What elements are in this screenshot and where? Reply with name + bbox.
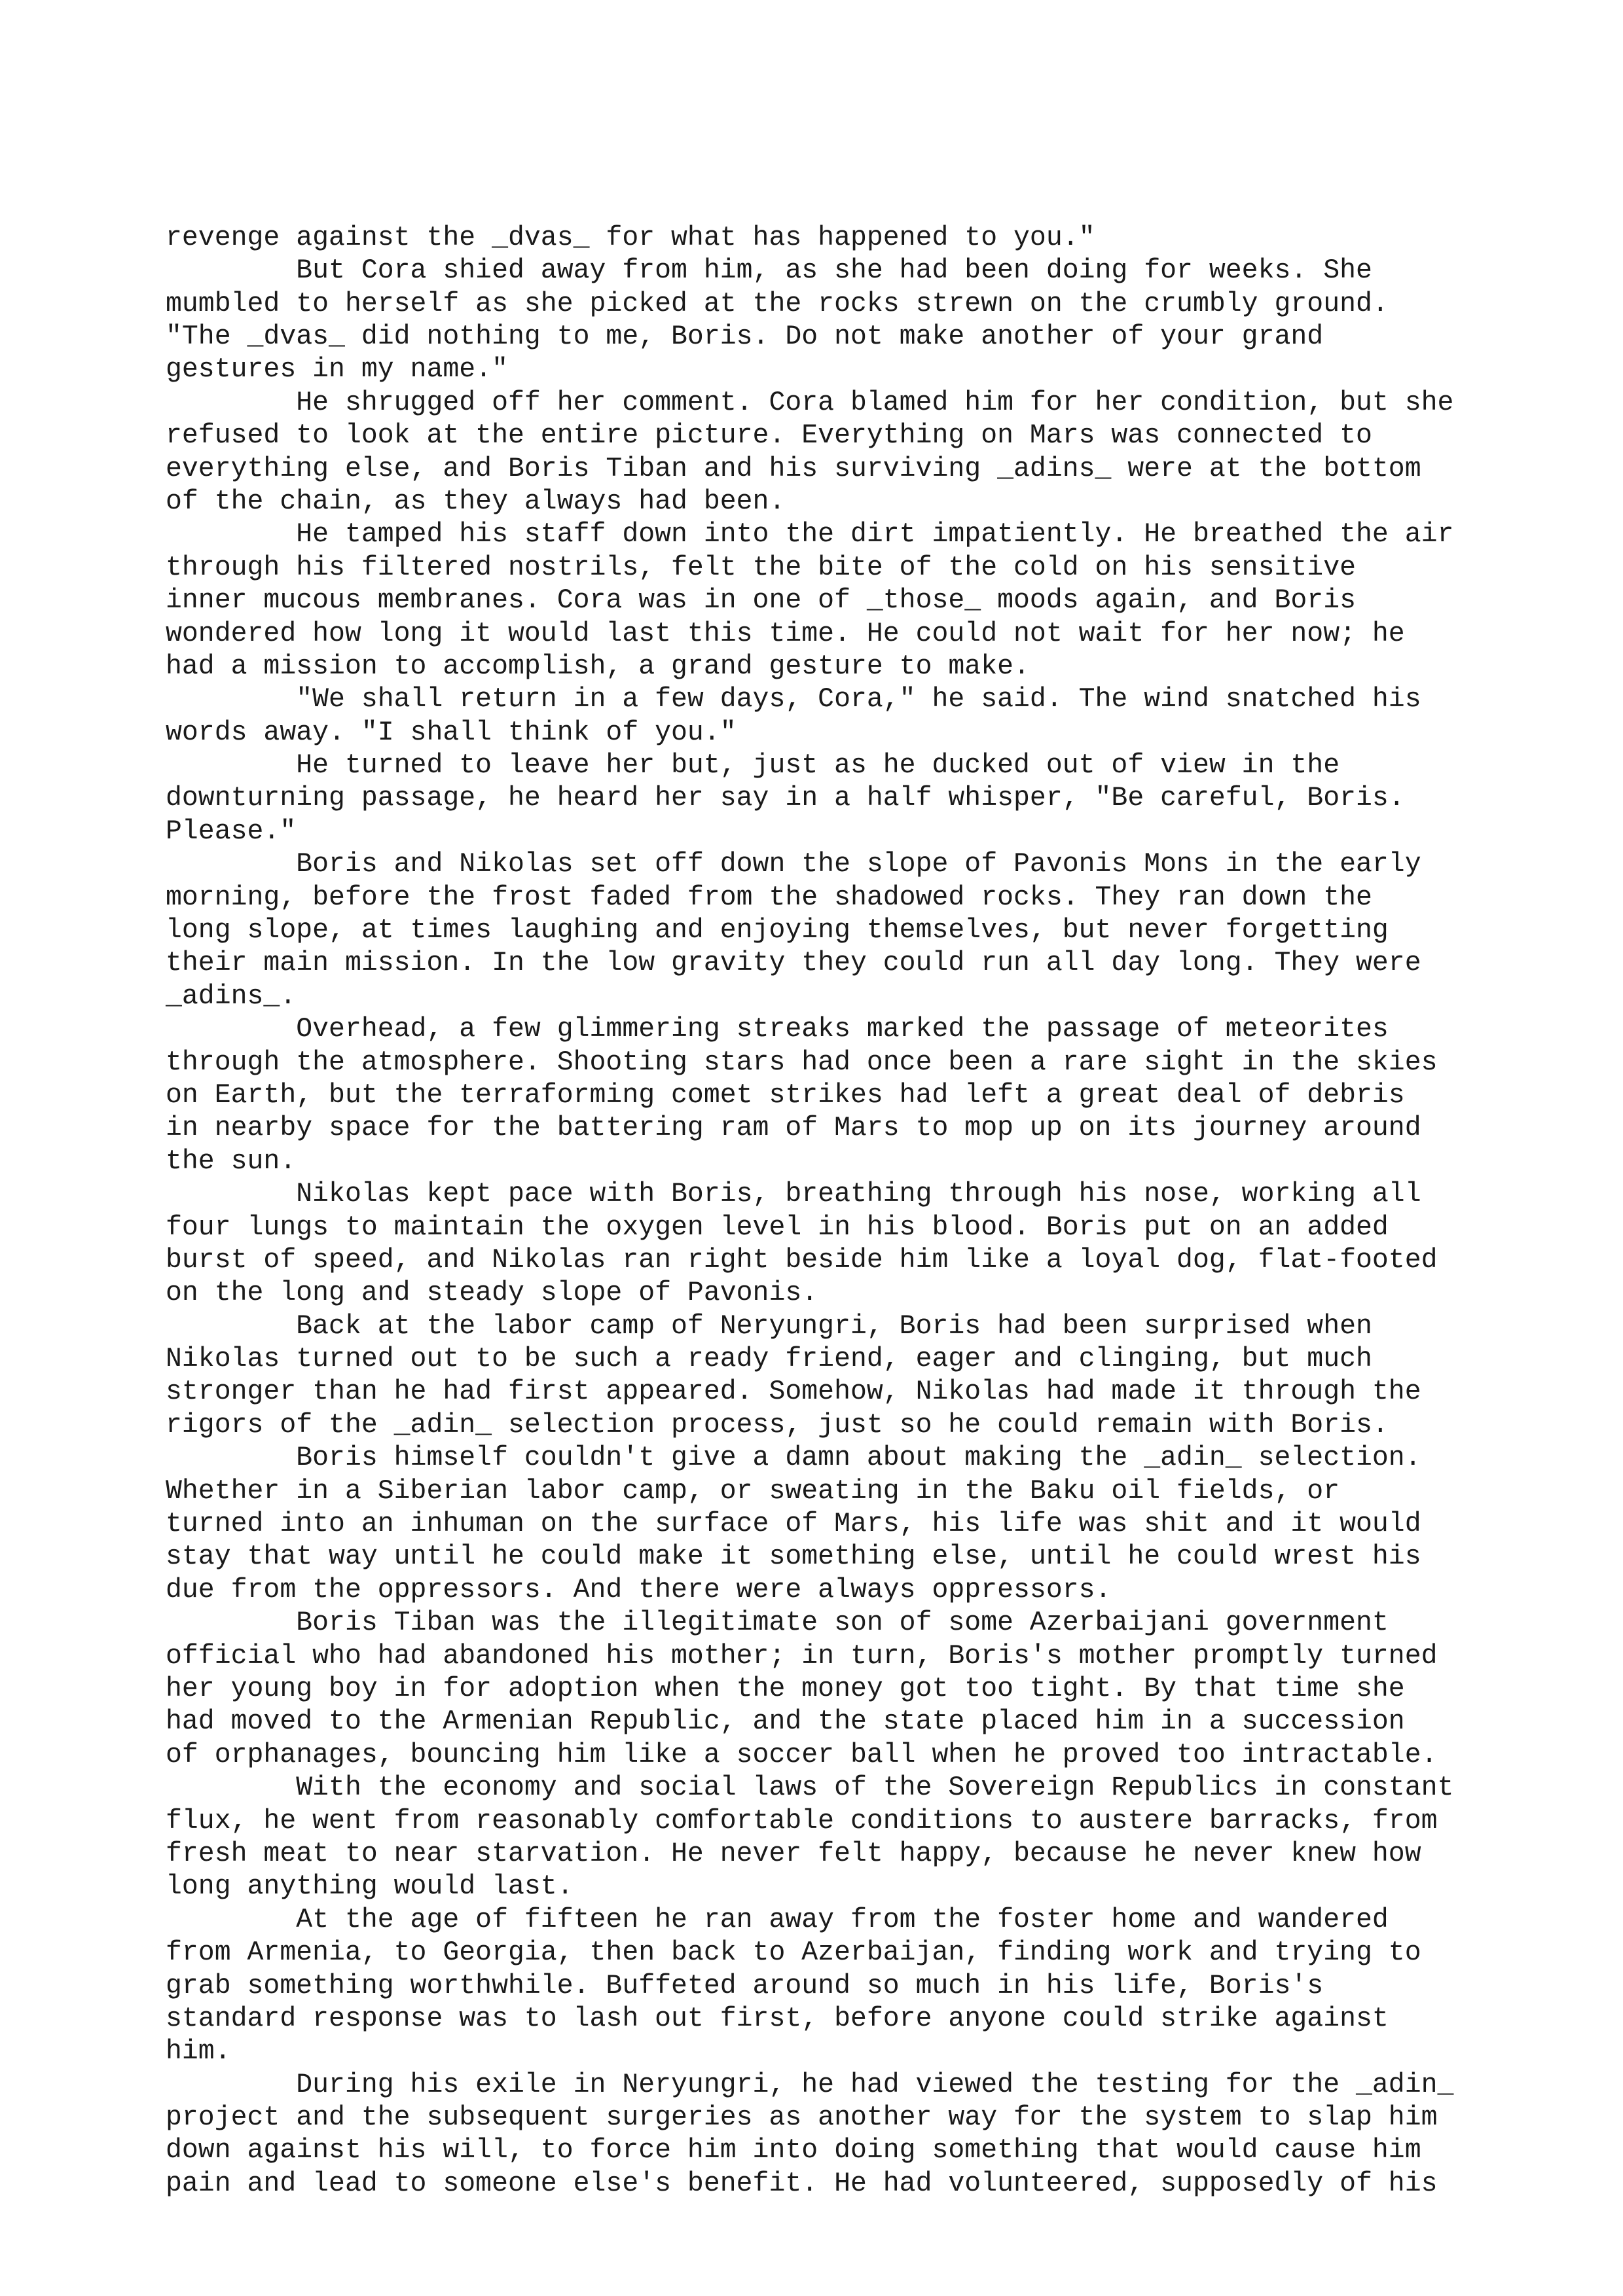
text-line: burst of speed, and Nikolas ran right beside him like a loyal dog, flat-footed	[166, 1244, 1438, 1276]
text-line: revenge against the _dvas_ for what has happened to you."	[166, 222, 1095, 253]
text-line: down against his will, to force him into doing something that would cause him	[166, 2135, 1421, 2166]
document-text-body	[166, 222, 1514, 2200]
text-line: the sun.	[166, 1145, 297, 1177]
text-line: mumbled to herself as she picked at the rocks strewn on the crumbly ground.	[166, 288, 1389, 319]
text-line: Overhead, a few glimmering streaks marked the passage of meteorites	[166, 1014, 1389, 1045]
text-line: in nearby space for the battering ram of Mars to mop up on its journey around	[166, 1113, 1421, 1144]
text-line: pain and lead to someone else's benefit. He had volunteered, supposedly of his	[166, 2168, 1438, 2199]
text-line: _adins_.	[166, 980, 297, 1012]
text-line: Nikolas turned out to be such a ready friend, eager and clinging, but much	[166, 1344, 1372, 1375]
text-line: their main mission. In the low gravity they could run all day long. They were	[166, 948, 1421, 979]
text-line: of orphanages, bouncing him like a soccer ball when he proved too intractable.	[166, 1739, 1438, 1770]
text-line: Please."	[166, 816, 297, 847]
text-line: long slope, at times laughing and enjoying themselves, but never forgetting	[166, 915, 1389, 946]
text-line: four lungs to maintain the oxygen level in his blood. Boris put on an added	[166, 1211, 1389, 1243]
text-line: inner mucous membranes. Cora was in one of _those_ moods again, and Boris	[166, 585, 1356, 617]
text-line: He tamped his staff down into the dirt impatiently. He breathed the air	[166, 519, 1454, 550]
text-line: stay that way until he could make it something else, until he could wrest his	[166, 1541, 1421, 1573]
text-line: Nikolas kept pace with Boris, breathing through his nose, working all	[166, 1179, 1421, 1210]
text-line: refused to look at the entire picture. Everything on Mars was connected to	[166, 420, 1372, 452]
text-line: Whether in a Siberian labor camp, or sweating in the Baku oil fields, or	[166, 1475, 1340, 1507]
text-line: through the atmosphere. Shooting stars had once been a rare sight in the skies	[166, 1047, 1438, 1078]
text-line: "The _dvas_ did nothing to me, Boris. Do not make another of your grand	[166, 321, 1324, 352]
text-line: standard response was to lash out first, before anyone could strike against	[166, 2003, 1389, 2034]
text-line: gestures in my name."	[166, 354, 508, 386]
text-line: long anything would last.	[166, 1871, 574, 1903]
text-line: from Armenia, to Georgia, then back to Azerbaijan, finding work and trying to	[166, 1937, 1421, 1969]
text-line: project and the subsequent surgeries as another way for the system to slap him	[166, 2102, 1438, 2134]
text-line: stronger than he had first appeared. Somehow, Nikolas had made it through the	[166, 1376, 1421, 1408]
text-line: on the long and steady slope of Pavonis.	[166, 1278, 818, 1309]
text-line: on Earth, but the terraforming comet strikes had left a great deal of debris	[166, 1079, 1405, 1111]
text-line: Boris himself couldn't give a damn about making the _adin_ selection.	[166, 1443, 1421, 1474]
text-line: her young boy in for adoption when the money got too tight. By that time she	[166, 1674, 1405, 1704]
text-line: him.	[166, 2036, 231, 2068]
text-line: But Cora shied away from him, as she had been doing for weeks. She	[166, 255, 1372, 287]
text-line: He turned to leave her but, just as he ducked out of view in the	[166, 750, 1340, 781]
text-line: due from the oppressors. And there were always oppressors.	[166, 1574, 1112, 1605]
text-line: had moved to the Armenian Republic, and the state placed him in a succession	[166, 1706, 1405, 1738]
document-page	[166, 156, 1514, 2234]
text-line: had a mission to accomplish, a grand gesture to make.	[166, 651, 1030, 682]
text-line: turned into an inhuman on the surface of Mars, his life was shit and it would	[166, 1509, 1421, 1540]
text-line: morning, before the frost faded from the shadowed rocks. They ran down the	[166, 882, 1372, 913]
text-line: downturning passage, he heard her say in a half whisper, "Be careful, Boris.	[166, 783, 1405, 814]
text-line: At the age of fifteen he ran away from the foster home and wandered	[166, 1904, 1389, 1935]
text-line: wondered how long it would last this time. He could not wait for her now; he	[166, 618, 1405, 649]
text-line: Boris Tiban was the illegitimate son of some Azerbaijani government	[166, 1607, 1389, 1639]
text-line: With the economy and social laws of the Sovereign Republics in constant	[166, 1772, 1454, 1804]
text-line: During his exile in Neryungri, he had viewed the testing for the _adin_	[166, 2069, 1454, 2100]
text-line: "We shall return in a few days, Cora," he said. The wind snatched his	[166, 684, 1421, 715]
text-line: words away. "I shall think of you."	[166, 717, 737, 748]
text-line: official who had abandoned his mother; in turn, Boris's mother promptly turned	[166, 1640, 1438, 1672]
text-line: grab something worthwhile. Buffeted around so much in his life, Boris's	[166, 1970, 1324, 2001]
text-line: through his filtered nostrils, felt the bite of the cold on his sensitive	[166, 552, 1356, 583]
text-line: fresh meat to near starvation. He never felt happy, because he never knew how	[166, 1838, 1421, 1869]
text-line: flux, he went from reasonably comfortable conditions to austere barracks, from	[166, 1805, 1438, 1837]
text-line: everything else, and Boris Tiban and his surviving _adins_ were at the bottom	[166, 453, 1421, 484]
text-line: rigors of the _adin_ selection process, just so he could remain with Boris.	[166, 1409, 1389, 1441]
text-line: of the chain, as they always had been.	[166, 486, 786, 517]
text-line: He shrugged off her comment. Cora blamed him for her condition, but she	[166, 387, 1454, 418]
text-line: Back at the labor camp of Neryungri, Boris had been surprised when	[166, 1310, 1372, 1342]
text-line: Boris and Nikolas set off down the slope of Pavonis Mons in the early	[166, 849, 1421, 880]
